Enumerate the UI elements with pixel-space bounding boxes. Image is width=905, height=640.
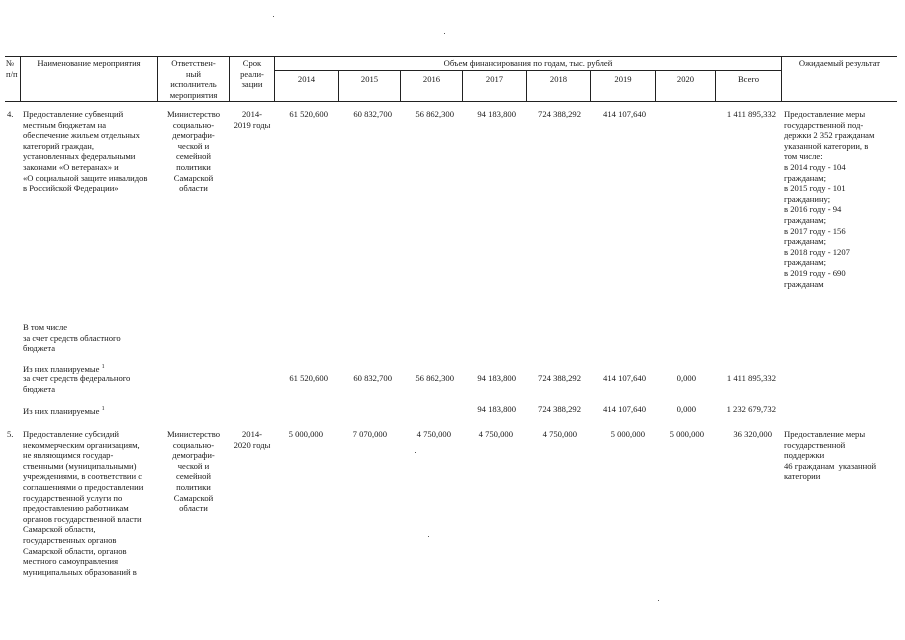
header-responsible: Ответствен- ный исполнитель мероприятия: [169, 58, 218, 100]
header-name: Наименование мероприятия: [37, 58, 141, 68]
row5-value-2019: 5 000,000: [610, 429, 645, 439]
table-top-border: [5, 56, 897, 57]
row5-value-total: 36 320,000: [733, 429, 772, 439]
row5-value-2015: 7 070,000: [352, 429, 387, 439]
row5-value-2014: 5 000,000: [288, 429, 323, 439]
header-year: 2016: [422, 74, 441, 84]
scan-speck: [273, 16, 274, 17]
federal-value-2015: 60 832,700: [353, 373, 392, 383]
header-year: 2019: [614, 74, 632, 84]
header-total: Всего: [737, 74, 760, 84]
row4-num: 4.: [7, 109, 14, 119]
planned-value-total: 1 232 679,732: [726, 404, 776, 414]
federal-value-2017: 94 183,800: [477, 373, 516, 383]
row5-responsible: Министерство социально- демографи- ческой и семейной политики Самарской области: [167, 429, 220, 514]
header-funding: Объем финансирования по годам, тыс. рублей: [443, 58, 613, 68]
row5-value-2017: 4 750,000: [478, 429, 513, 439]
federal-value-2018: 724 388,292: [538, 373, 581, 383]
row5-value-2016: 4 750,000: [416, 429, 451, 439]
header-term: Срок реали- зации: [240, 58, 264, 90]
row5-result: Предоставление меры государственной поддержки 46 гражданам указанной категории: [784, 429, 877, 482]
row4-value-2015: 60 832,700: [353, 109, 392, 119]
scan-speck: [658, 600, 659, 601]
row5-value-2020: 5 000,000: [669, 429, 704, 439]
header-year: 2014: [297, 74, 316, 84]
including-label: В том числе за счет средств областного бюджета: [23, 322, 121, 354]
planned-value-2020: 0,000: [676, 404, 696, 414]
row4-responsible: Министерство социально- демографи- ческой и семейной политики Самарской области: [167, 109, 220, 194]
row4-value-2017: 94 183,800: [477, 109, 516, 119]
planned-label-1: Из них планируемые $^1$: [23, 363, 105, 374]
federal-value-2020: 0,000: [676, 373, 696, 383]
scan-speck: [444, 33, 445, 34]
header-result: Ожидаемый результат: [798, 58, 881, 68]
header-bottom-border: [5, 101, 897, 102]
row4-value-2018: 724 388,292: [538, 109, 581, 119]
row4-result: Предоставление меры государственной под- держки 2 352 гражданам указанной категории, в том числе: в 2014 году - 104 гражданам; в 2015 году - 101 гражданину; в 2016 году - 94 гражданам; в 2017 году - 156 гражданам; в 2018 году - 1207 гражданам; в 2019 году - 690 гражданам: [784, 109, 875, 289]
header-year: 2018: [549, 74, 568, 84]
header-year: 2015: [360, 74, 379, 84]
federal-value-2016: 56 862,300: [415, 373, 454, 383]
row4-value-2016: 56 862,300: [415, 109, 454, 119]
planned-value-2018: 724 388,292: [538, 404, 581, 414]
row5-term: 2014- 2020 годы: [233, 429, 271, 450]
federal-value-2019: 414 107,640: [603, 373, 646, 383]
federal-budget-label: за счет средств федерального бюджета: [23, 373, 131, 394]
row4-name: Предоставление субвенций местным бюджетам на обеспечение жильем отдельных категорий граждан, установленных федеральными законами «О ветеранах» и «О социальной защите инвалидов в Российской Федерации»: [23, 109, 148, 194]
federal-value-total: 1 411 895,332: [726, 373, 776, 383]
planned-value-2019: 414 107,640: [603, 404, 646, 414]
header-year: 2017: [485, 74, 504, 84]
row4-term: 2014- 2019 годы: [233, 109, 271, 130]
row4-value-total: 1 411 895,332: [726, 109, 776, 119]
row5-num: 5.: [7, 429, 14, 439]
scan-speck: [428, 536, 429, 537]
header-num: № п/п: [6, 58, 18, 79]
federal-value-2014: 61 520,600: [289, 373, 328, 383]
planned-value-2017: 94 183,800: [477, 404, 516, 414]
row4-value-2014: 61 520,600: [289, 109, 328, 119]
scan-speck: [415, 452, 416, 453]
row5-value-2018: 4 750,000: [542, 429, 577, 439]
planned-label-2: Из них планируемые $^1$: [23, 405, 105, 416]
row4-value-2019: 414 107,640: [603, 109, 646, 119]
funding-subheader-border: [274, 70, 781, 71]
header-year: 2020: [676, 74, 695, 84]
row5-name: Предоставление субсидий некоммерческим организациям, не являющимся государ- ственными (муниципальными) учреждениями, в соответствии с соглашениями о предоставлении государственной услуги по предоставлению работникам органов государственной власти Самарской области, государственных органов Самарской области, органов местного самоуправления муниципальных образований в: [23, 429, 144, 577]
